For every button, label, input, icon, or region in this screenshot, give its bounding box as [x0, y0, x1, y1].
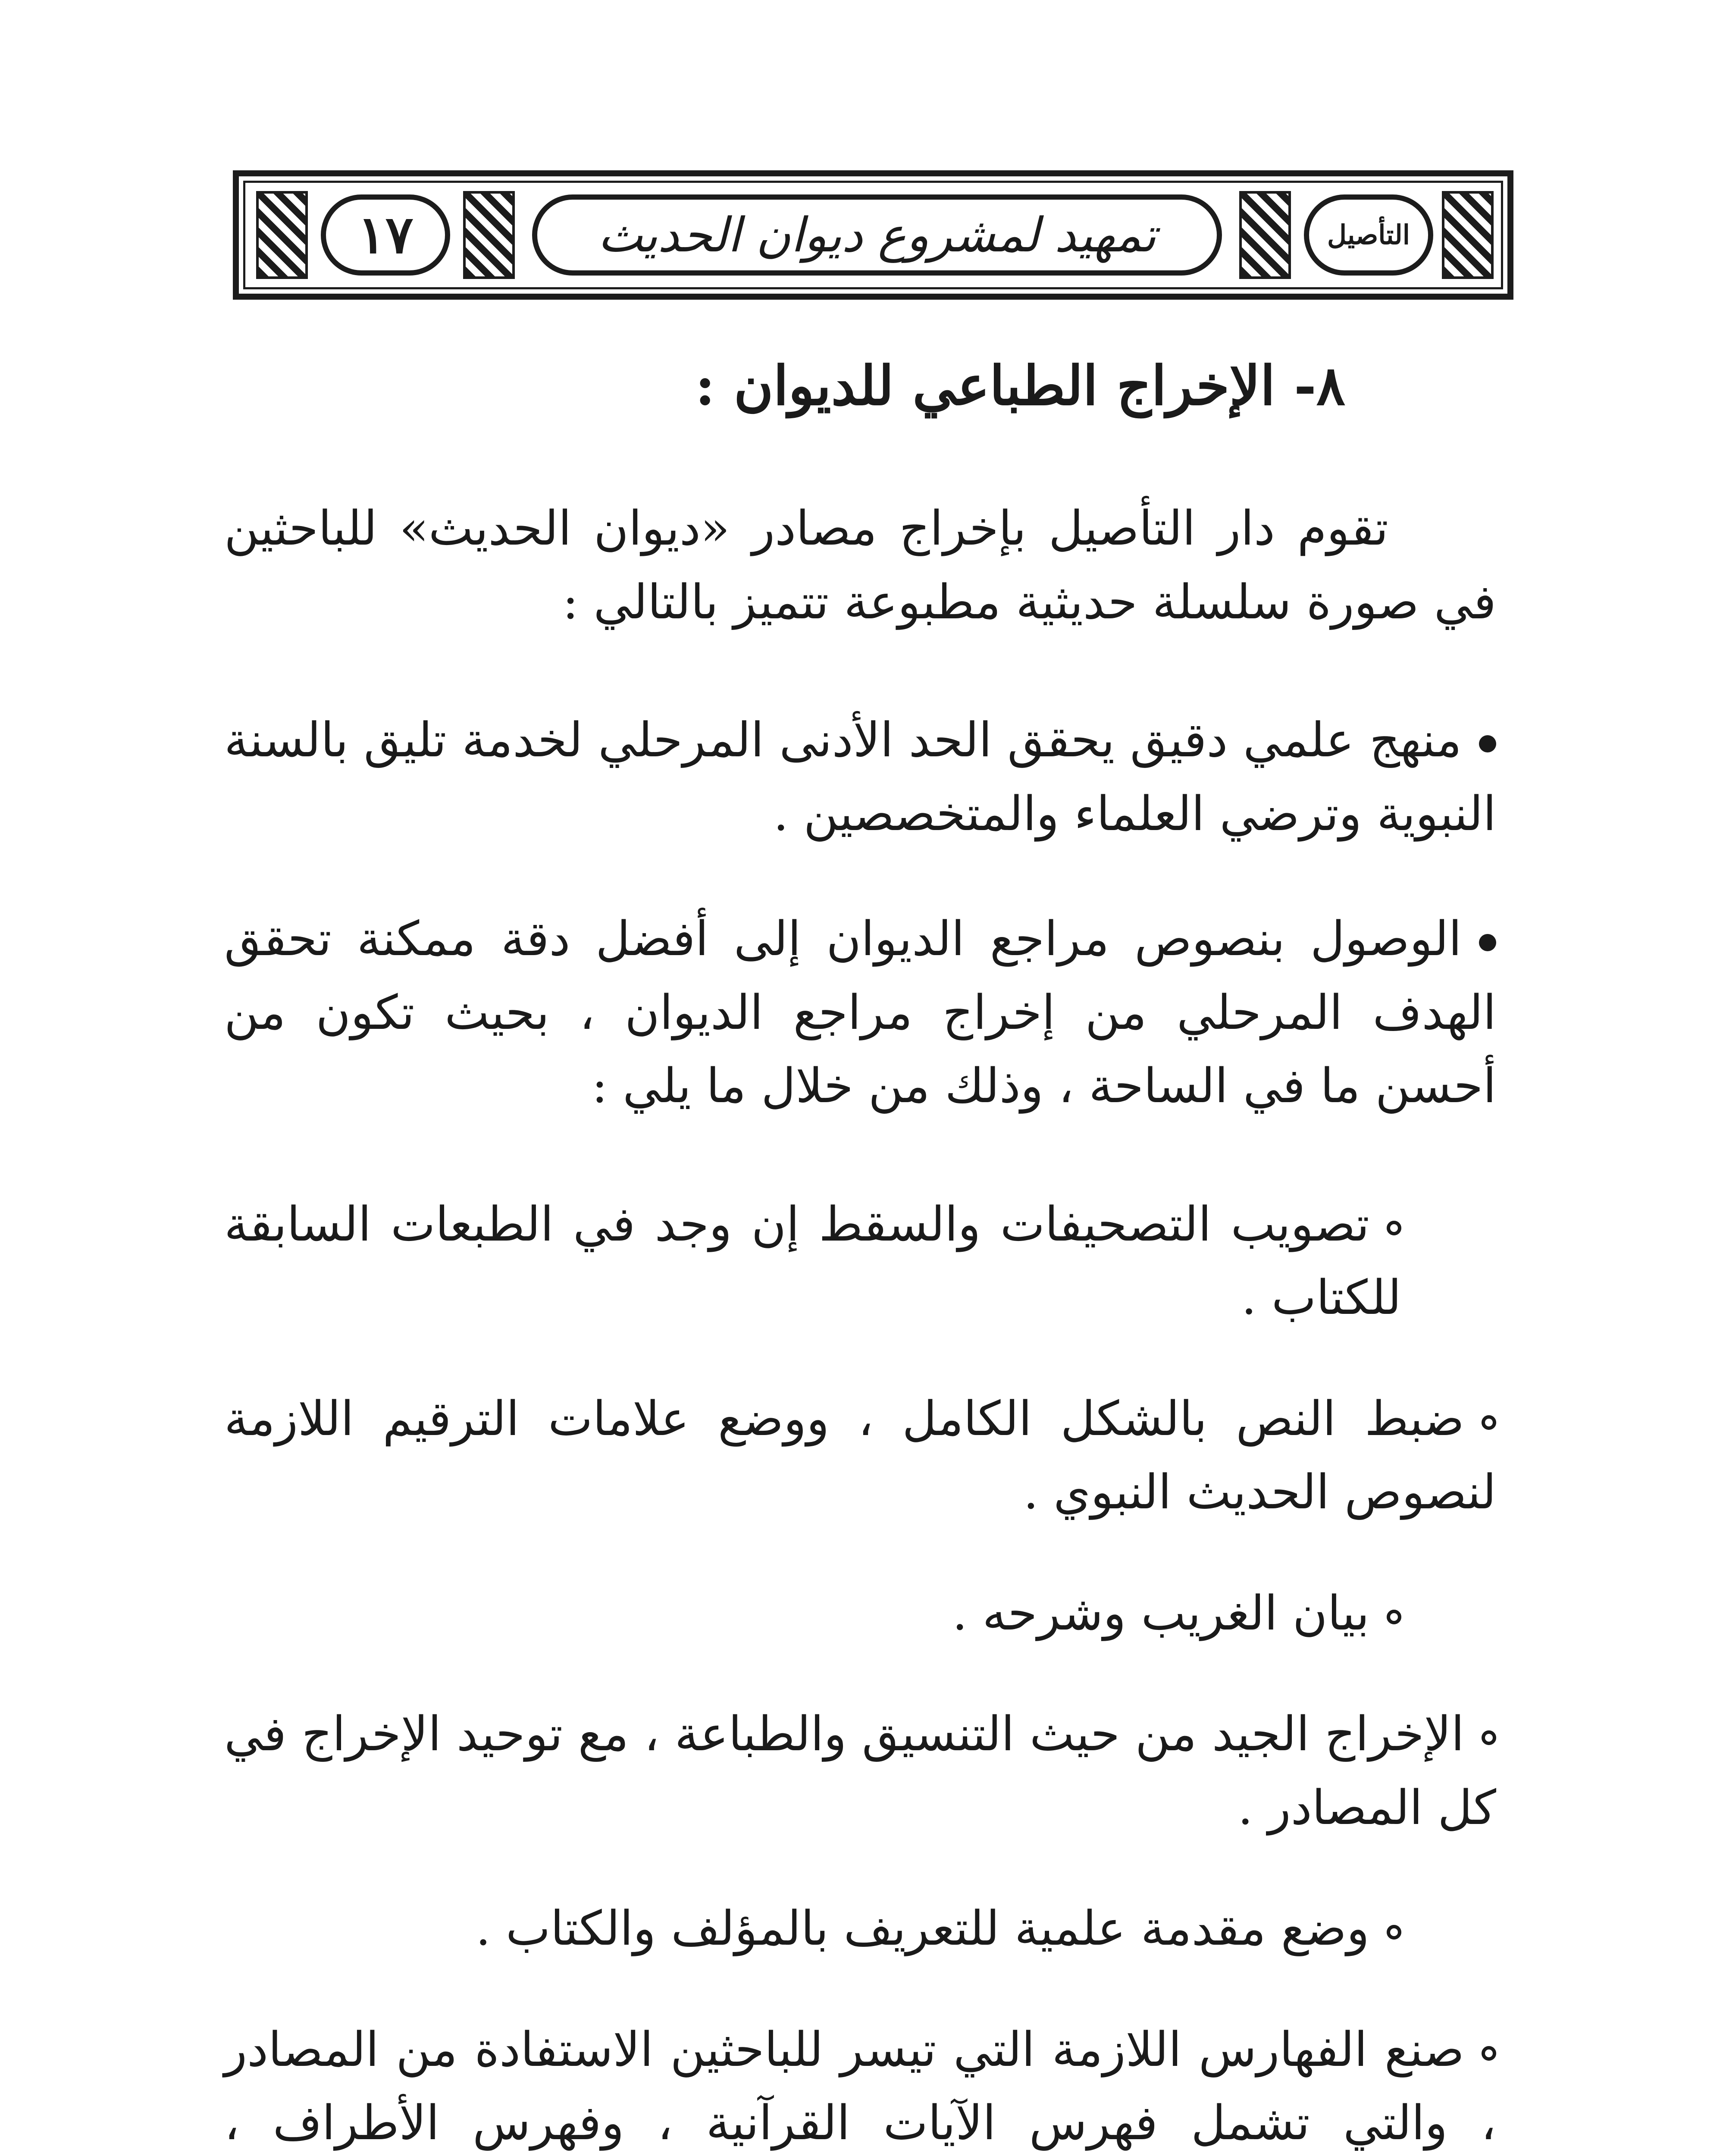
sub-list-item: [224, 2013, 1496, 2156]
sub-list-item: [224, 1892, 1401, 1965]
page-header-frame: [233, 170, 1513, 300]
page-body: [224, 354, 1496, 2156]
running-title: تمهيد لمشروع ديوان الحديث: [598, 207, 1156, 263]
sub-item-text: وضع مقدمة علمية للتعريف بالمؤلف والكتاب .: [476, 1901, 1369, 1956]
page-number-cartouche: [321, 194, 450, 276]
sub-item-text: صنع الفهارس اللازمة التي تيسر للباحثين الاستفادة من المصادر ، والتي تشمل فهرس الآيات القرآنية ، وفهرس الأطراف ،: [224, 2021, 1496, 2150]
section-heading: ٨- الإخراج الطباعي للديوان :: [695, 354, 1345, 417]
publisher-logo: [1304, 194, 1433, 276]
bullet-item: [224, 902, 1496, 1123]
publisher-logo-text: التأصيل: [1327, 219, 1410, 251]
sub-list-item: [224, 1188, 1401, 1335]
hollow-bullet-icon: [1482, 1415, 1496, 1430]
sub-item-text: ضبط النص بالشكل الكامل ، ووضع علامات الترقيم اللازمة لنصوص الحديث النبوي .: [224, 1391, 1496, 1520]
filled-bullet-icon: [1479, 934, 1496, 951]
hollow-bullet-icon: [1482, 1730, 1496, 1745]
bullet-item: [224, 703, 1496, 850]
filled-bullet-icon: [1479, 735, 1496, 752]
sub-list-item: [224, 1382, 1496, 1529]
sub-list-item: [224, 1576, 1401, 1650]
intro-paragraph: تقوم دار التأصيل بإخراج مصادر «ديوان الحديث» للباحثين في صورة سلسلة حديثية مطبوعة تتميز بالتالي :: [224, 501, 1496, 630]
sub-item-text: تصويب التصحيفات والسقط إن وجد في الطبعات السابقة للكتاب .: [224, 1196, 1401, 1325]
hollow-bullet-icon: [1482, 2046, 1496, 2061]
page-number: ١٧: [357, 204, 414, 265]
sub-list-item: [224, 1697, 1496, 1844]
hollow-bullet-icon: [1387, 1610, 1401, 1624]
left-ornament-outer: [256, 191, 308, 279]
right-ornament-outer: [1442, 191, 1494, 279]
bullet-text: الوصول بنصوص مراجع الديوان إلى أفضل دقة ممكنة تحقق الهدف المرحلي من إخراج مراجع الديوان ، بحيث تكون من أحسن ما في الساحة ، وذلك من خلال ما يلي :: [224, 911, 1496, 1113]
running-title-cartouche: [532, 194, 1222, 276]
bullet-text: منهج علمي دقيق يحقق الحد الأدنى المرحلي لخدمة تليق بالسنة النبوية وترضي العلماء والمتخصصين .: [224, 712, 1496, 841]
hollow-bullet-icon: [1387, 1221, 1401, 1235]
hollow-bullet-icon: [1387, 1925, 1401, 1940]
sub-item-text: الإخراج الجيد من حيث التنسيق والطباعة ، مع توحيد الإخراج في كل المصادر .: [224, 1706, 1496, 1835]
left-ornament-inner: [463, 191, 515, 279]
right-ornament-inner: [1239, 191, 1291, 279]
sub-item-text: بيان الغريب وشرحه .: [952, 1585, 1369, 1641]
